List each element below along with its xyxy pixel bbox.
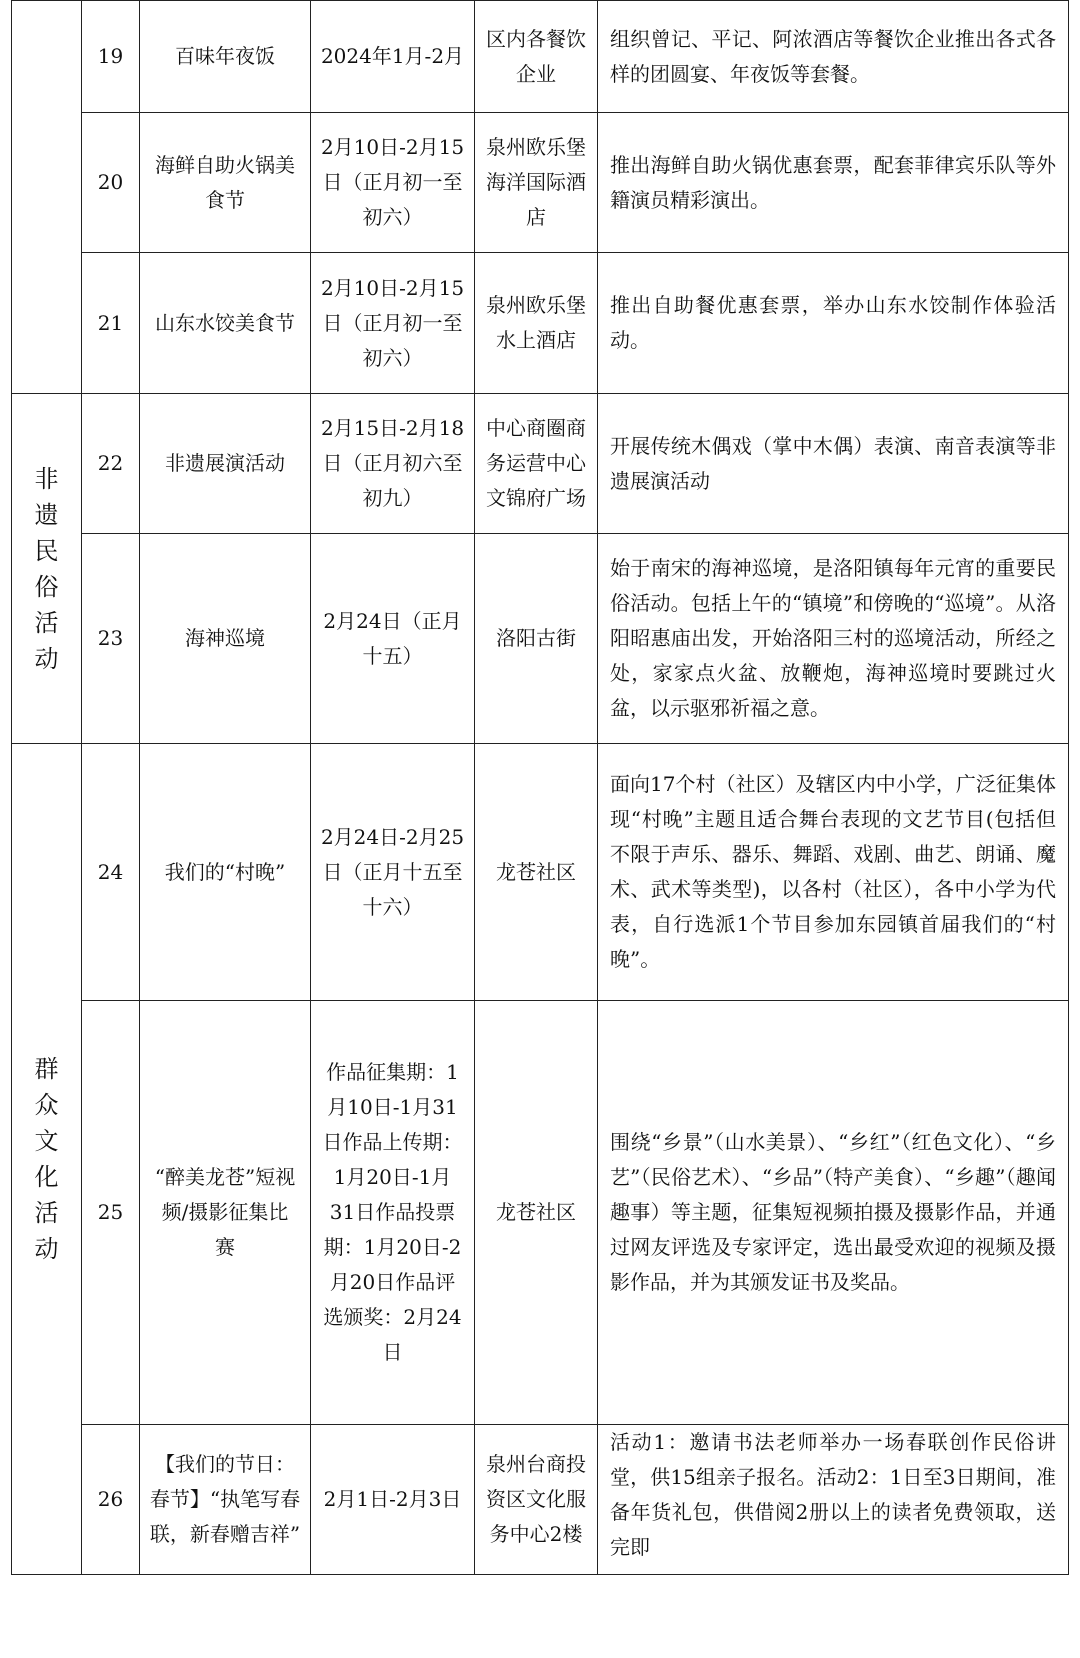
activity-name: 我们的“村晚” xyxy=(140,744,311,1001)
activity-date: 2月24日-2月25日（正月十五至十六） xyxy=(311,744,475,1001)
activity-date: 2月10日-2月15日（正月初一至初六） xyxy=(311,113,475,253)
activity-description: 推出自助餐优惠套票，举办山东水饺制作体验活动。 xyxy=(598,253,1069,394)
table-row xyxy=(12,1425,1069,1575)
table-row xyxy=(12,394,1069,534)
category-cell-heritage xyxy=(12,394,82,744)
row-number: 25 xyxy=(82,1001,140,1425)
table-row xyxy=(12,534,1069,744)
activity-description: 开展传统木偶戏（掌中木偶）表演、南音表演等非遗展演活动 xyxy=(598,394,1069,534)
activity-name: 【我们的节日：春节】“执笔写春联，新春赠吉祥” xyxy=(140,1425,311,1575)
table-row xyxy=(12,744,1069,1001)
activity-venue: 龙苍社区 xyxy=(475,744,598,1001)
activity-venue: 区内各餐饮企业 xyxy=(475,1,598,113)
table-row xyxy=(12,253,1069,394)
activity-name: “醉美龙苍”短视频/摄影征集比赛 xyxy=(140,1001,311,1425)
row-number: 23 xyxy=(82,534,140,744)
activity-venue: 洛阳古街 xyxy=(475,534,598,744)
table-row xyxy=(12,1001,1069,1425)
activity-date: 2月24日（正月十五） xyxy=(311,534,475,744)
activity-venue: 泉州欧乐堡水上酒店 xyxy=(475,253,598,394)
activity-description: 活动1：邀请书法老师举办一场春联创作民俗讲堂，供15组亲子报名。活动2：1日至3日期间，准备年货礼包，供借阅2册以上的读者免费领取，送完即 xyxy=(598,1425,1069,1575)
row-number: 24 xyxy=(82,744,140,1001)
category-cell-culture xyxy=(12,744,82,1575)
activity-name: 山东水饺美食节 xyxy=(140,253,311,394)
activity-date: 作品征集期：1月10日-1月31日作品上传期：1月20日-1月31日作品投票期：1月20日-2月20日作品评选颁奖：2月24日 xyxy=(311,1001,475,1425)
row-number: 21 xyxy=(82,253,140,394)
activity-name: 非遗展演活动 xyxy=(140,394,311,534)
table-row xyxy=(12,1,1069,113)
activity-description: 组织曾记、平记、阿浓酒店等餐饮企业推出各式各样的团圆宴、年夜饭等套餐。 xyxy=(598,1,1069,113)
activity-name: 海鲜自助火锅美食节 xyxy=(140,113,311,253)
activity-name: 百味年夜饭 xyxy=(140,1,311,113)
table-row xyxy=(12,113,1069,253)
activity-description: 始于南宋的海神巡境，是洛阳镇每年元宵的重要民俗活动。包括上午的“镇境”和傍晚的“巡境”。从洛阳昭惠庙出发，开始洛阳三村的巡境活动，所经之处，家家点火盆、放鞭炮，海神巡境时要跳过火盆，以示驱邪祈福之意。 xyxy=(598,534,1069,744)
activity-description: 围绕“乡景”（山水美景）、“乡红”（红色文化）、“乡艺”（民俗艺术）、“乡品”（特产美食）、“乡趣”（趣闻趣事）等主题，征集短视频拍摄及摄影作品，并通过网友评选及专家评定，选出最受欢迎的视频及摄影作品，并为其颁发证书及奖品。 xyxy=(598,1001,1069,1425)
activity-name: 海神巡境 xyxy=(140,534,311,744)
activity-date: 2月1日-2月3日 xyxy=(311,1425,475,1575)
activity-venue: 龙苍社区 xyxy=(475,1001,598,1425)
activity-date: 2024年1月-2月 xyxy=(311,1,475,113)
activity-description: 面向17个村（社区）及辖区内中小学，广泛征集体现“村晚”主题且适合舞台表现的文艺节目(包括但不限于声乐、器乐、舞蹈、戏剧、曲艺、朗诵、魔术、武术等类型)，以各村（社区），各中小学为代表，自行选派1个节目参加东园镇首届我们的“村晚”。 xyxy=(598,744,1069,1001)
category-cell-food xyxy=(12,1,82,394)
row-number: 20 xyxy=(82,113,140,253)
row-number: 26 xyxy=(82,1425,140,1575)
activity-table xyxy=(11,0,1069,1575)
activity-venue: 泉州台商投资区文化服务中心2楼 xyxy=(475,1425,598,1575)
activity-date: 2月15日-2月18日（正月初六至初九） xyxy=(311,394,475,534)
category-label: 群众文化活动 xyxy=(34,1055,59,1263)
activity-description: 推出海鲜自助火锅优惠套票，配套菲律宾乐队等外籍演员精彩演出。 xyxy=(598,113,1069,253)
row-number: 19 xyxy=(82,1,140,113)
activity-venue: 泉州欧乐堡海洋国际酒店 xyxy=(475,113,598,253)
row-number: 22 xyxy=(82,394,140,534)
activity-date: 2月10日-2月15日（正月初一至初六） xyxy=(311,253,475,394)
activity-venue: 中心商圈商务运营中心文锦府广场 xyxy=(475,394,598,534)
category-label: 非遗民俗活动 xyxy=(34,464,59,673)
